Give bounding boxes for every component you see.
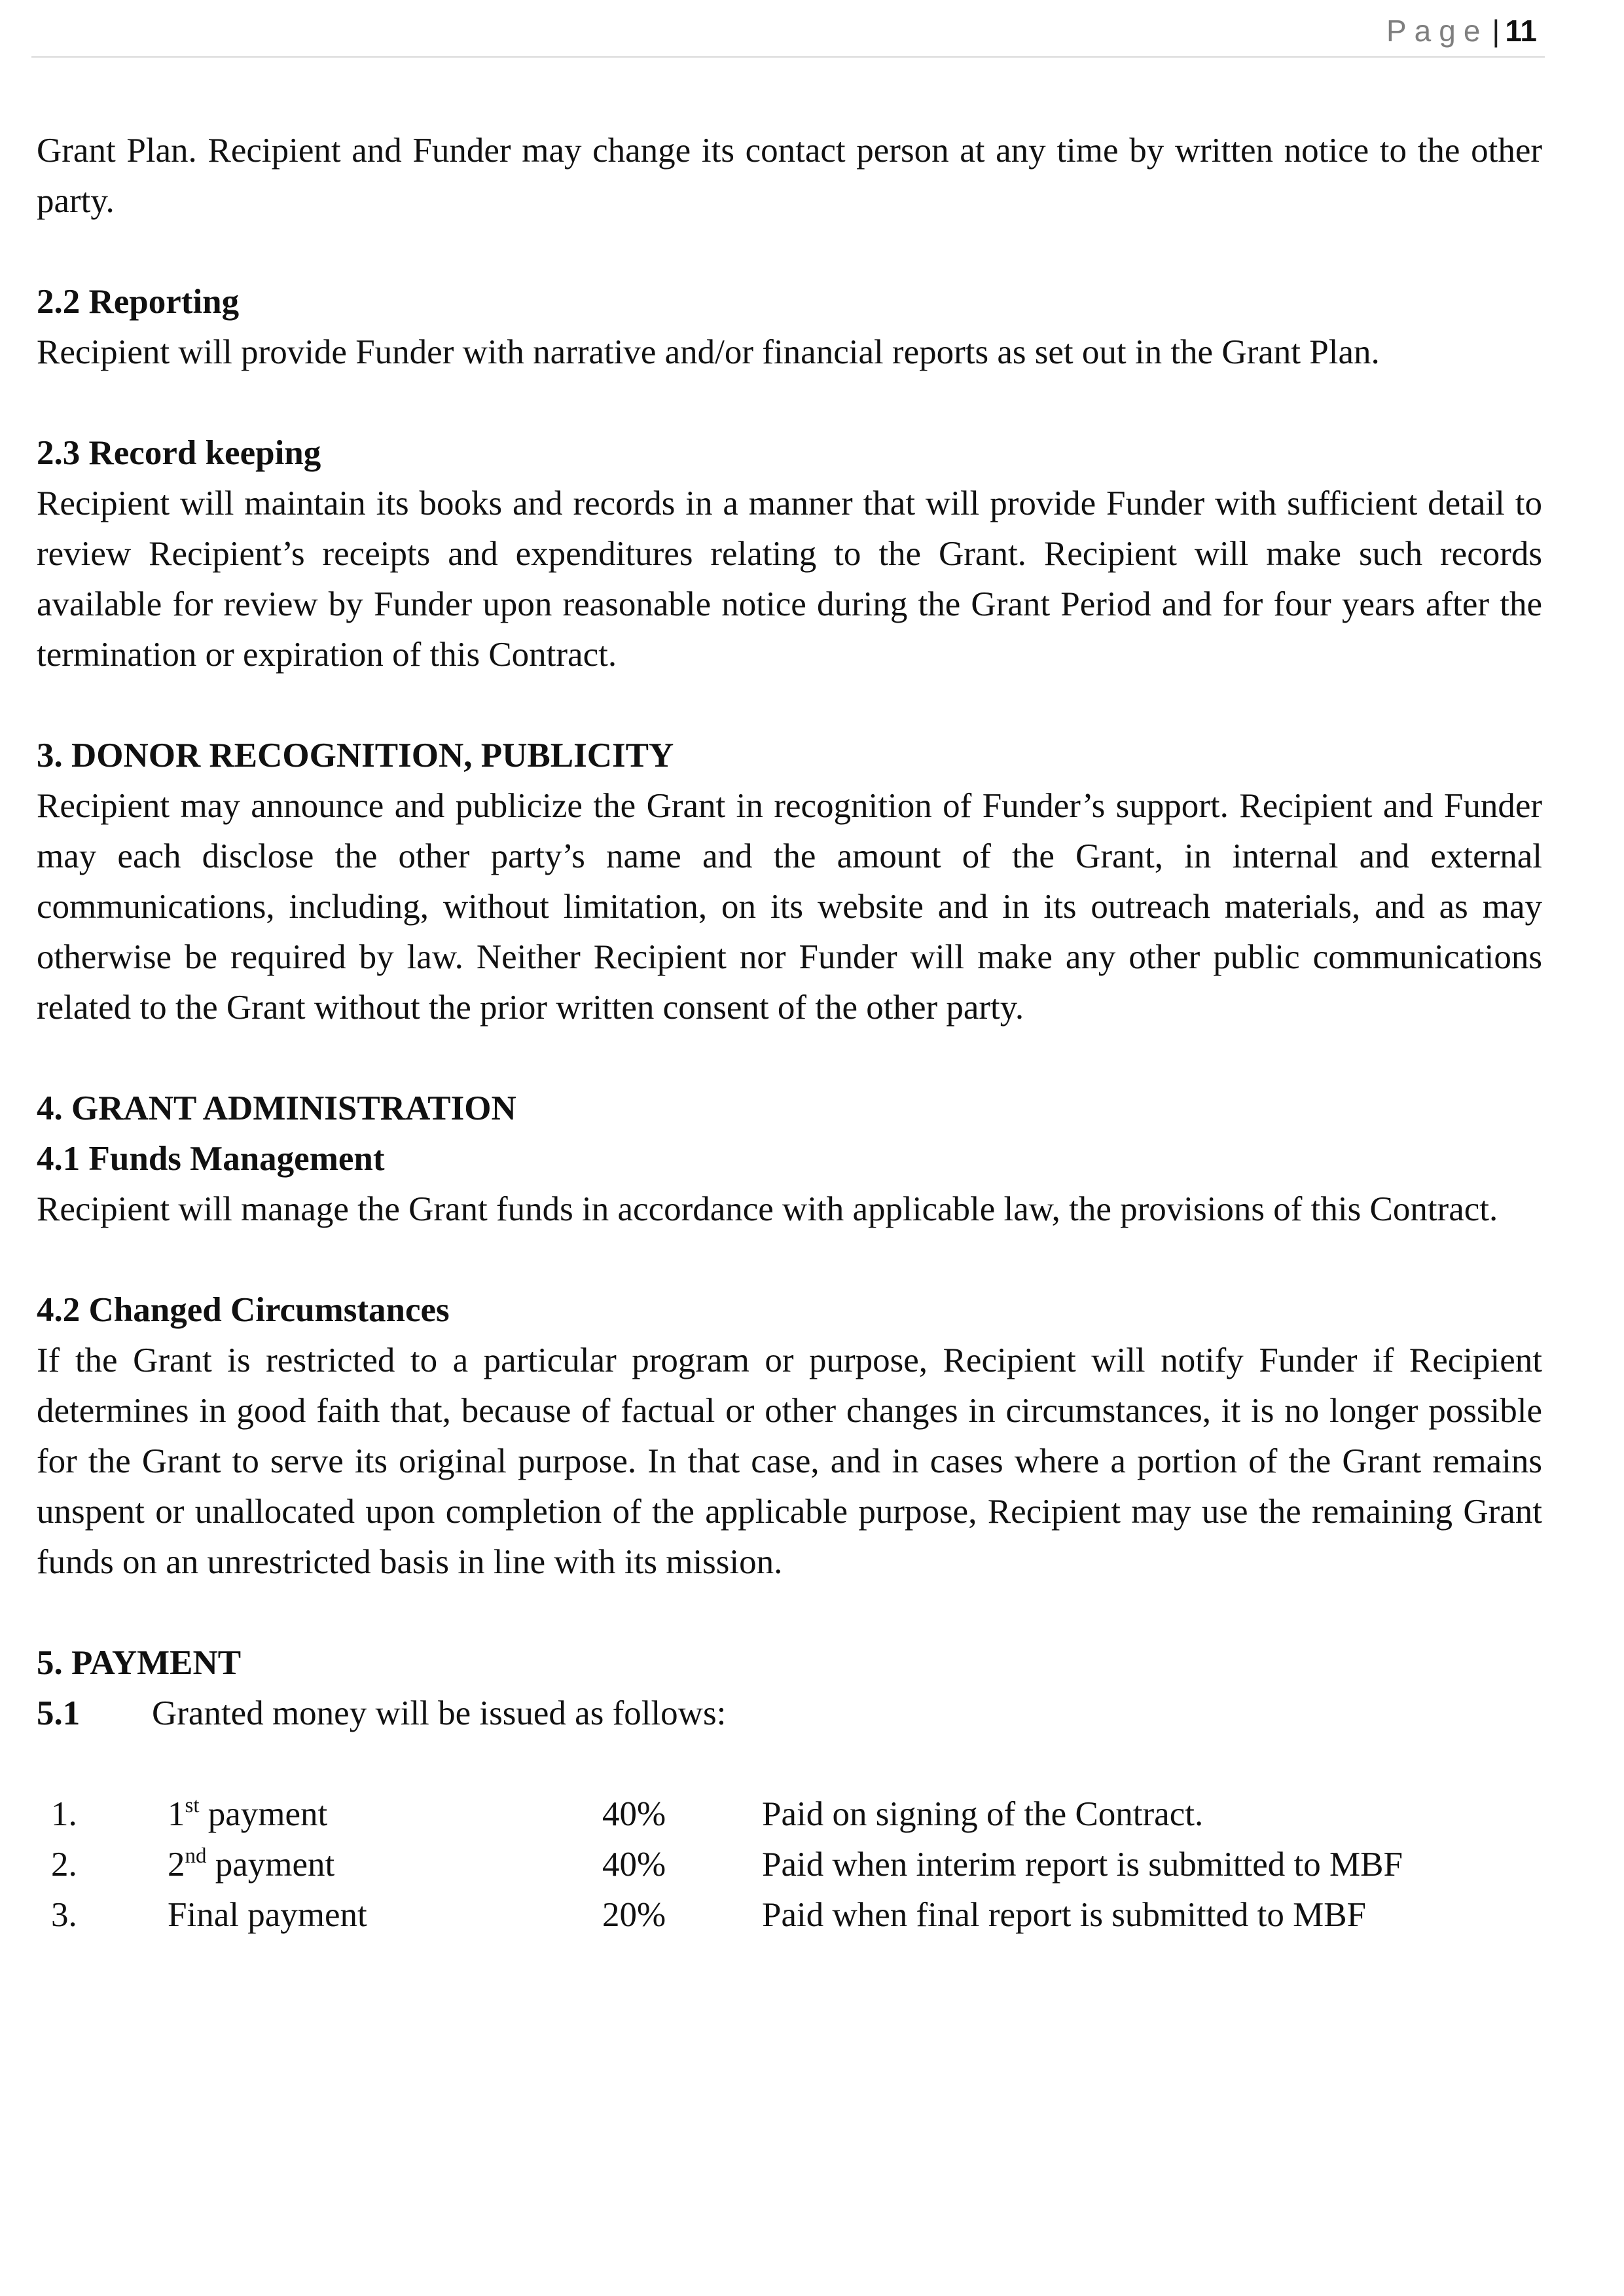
table-row bbox=[37, 1789, 1403, 1840]
payment-percentage: 40% bbox=[602, 1795, 666, 1833]
payment-ordinal-suffix: st bbox=[185, 1794, 200, 1817]
table-row bbox=[37, 1890, 1403, 1941]
payment-ordinal: 2 bbox=[168, 1846, 185, 1884]
page-number-label bbox=[1386, 13, 1537, 48]
payment-label bbox=[168, 1840, 602, 1890]
table-row bbox=[37, 1840, 1403, 1890]
page-word: Page bbox=[1386, 14, 1489, 48]
section-3-heading: 3. DONOR RECOGNITION, PUBLICITY bbox=[37, 737, 674, 774]
section-4-1-body: Recipient will manage the Grant funds in accordance with applicable law, the provisions of this Contract. bbox=[37, 1190, 1498, 1228]
section-2-2-body: Recipient will provide Funder with narrative and/or financial reports as set out in the Grant Plan. bbox=[37, 333, 1380, 371]
payment-number: 3. bbox=[51, 1896, 77, 1934]
section-3-body: Recipient may announce and publicize the Grant in recognition of Funder’s support. Recipient and Funder may each disclose the other party’s name and the amount of the Grant, in internal and external communications, including, without limitation, on its website and in its outreach materials, and as may otherwise be required by law. Neither Recipient nor Funder will make any other public communications related to the Grant without the prior written consent of the other party. bbox=[37, 787, 1542, 1027]
clause-5-1-text: Granted money will be issued as follows: bbox=[152, 1694, 727, 1732]
document-body bbox=[37, 126, 1542, 1941]
section-2-2-heading: 2.2 Reporting bbox=[37, 283, 240, 321]
payment-description: Paid when final report is submitted to MBF bbox=[762, 1896, 1367, 1934]
section-4-heading: 4. GRANT ADMINISTRATION bbox=[37, 1089, 516, 1127]
payment-label-text: Final payment bbox=[168, 1896, 367, 1934]
payment-schedule-table bbox=[37, 1789, 1403, 1941]
payment-label-text: payment bbox=[206, 1846, 335, 1884]
section-4-2-body: If the Grant is restricted to a particular program or purpose, Recipient will notify Funder if Recipient determines in good faith that, because of factual or other changes in circumstances, it is no longer possible for the Grant to serve its original purpose. In that case, and in cases where a portion of the Grant remains unspent or unallocated upon completion of the applicable purpose, Recipient may use the remaining Grant funds on an unrestricted basis in line with its mission. bbox=[37, 1341, 1542, 1581]
payment-percentage: 40% bbox=[602, 1846, 666, 1884]
payment-ordinal-suffix: nd bbox=[185, 1844, 207, 1868]
section-4-1-heading: 4.1 Funds Management bbox=[37, 1140, 385, 1178]
page-separator: | bbox=[1492, 14, 1500, 48]
section-2-3-heading: 2.3 Record keeping bbox=[37, 434, 321, 472]
payment-number: 2. bbox=[51, 1846, 77, 1884]
clause-5-1-number: 5.1 bbox=[37, 1694, 81, 1732]
payment-label bbox=[168, 1890, 602, 1941]
payment-ordinal: 1 bbox=[168, 1795, 185, 1833]
payment-label bbox=[168, 1789, 602, 1840]
payment-percentage: 20% bbox=[602, 1896, 666, 1934]
page-header bbox=[31, 9, 1545, 58]
payment-description: Paid on signing of the Contract. bbox=[762, 1795, 1204, 1833]
intro-paragraph: Grant Plan. Recipient and Funder may change its contact person at any time by written notice to the other party. bbox=[37, 132, 1542, 220]
payment-description: Paid when interim report is submitted to MBF bbox=[762, 1846, 1403, 1884]
section-5-heading: 5. PAYMENT bbox=[37, 1644, 242, 1682]
payment-number: 1. bbox=[51, 1795, 77, 1833]
section-4-2-heading: 4.2 Changed Circumstances bbox=[37, 1291, 450, 1329]
payment-label-text: payment bbox=[199, 1795, 328, 1833]
section-2-3-body: Recipient will maintain its books and records in a manner that will provide Funder with sufficient detail to review Recipient’s receipts and expenditures relating to the Grant. Recipient will make such records available for review by Funder upon reasonable notice during the Grant Period and for four years after the termination or expiration of this Contract. bbox=[37, 484, 1542, 674]
clause-5-1 bbox=[37, 1688, 1542, 1739]
page-number: 11 bbox=[1505, 14, 1537, 48]
